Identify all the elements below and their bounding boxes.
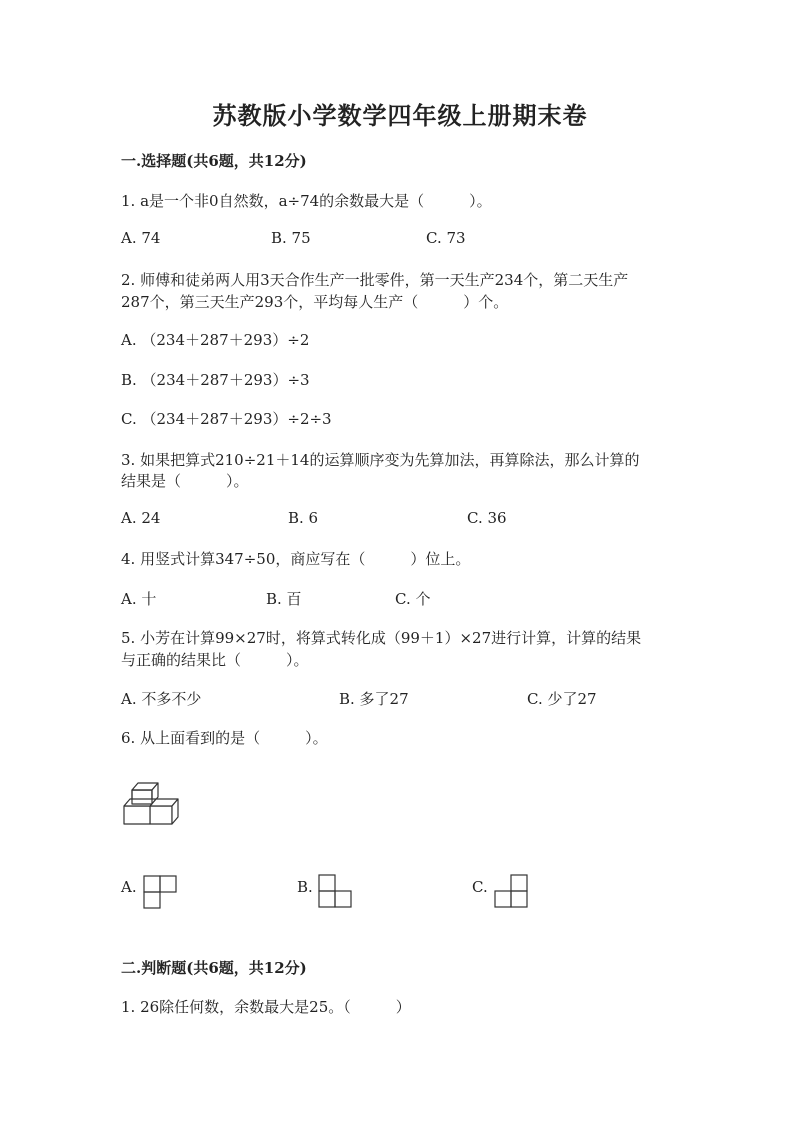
judgement-question-1-text: 1. 26除任何数，余数最大是25。（ ）: [121, 998, 411, 1016]
q5-option-b: B. 多了27: [339, 690, 409, 708]
q6-option-a: A.: [121, 878, 137, 896]
q5-option-c: C. 少了27: [527, 690, 597, 708]
q6-option-b: B.: [297, 878, 313, 896]
section-heading-judgement: 二.判断题(共6题，共12分): [121, 959, 307, 977]
q4-option-b: B. 百: [266, 590, 302, 608]
question-2-line-2: 287个，第三天生产293个，平均每人生产（ ）个。: [121, 293, 509, 311]
option-c-top-view-figure: [494, 874, 530, 908]
question-1-text: 1. a是一个非0自然数，a÷74的余数最大是（ ）。: [121, 192, 492, 210]
question-4-text: 4. 用竖式计算347÷50，商应写在（ ）位上。: [121, 550, 471, 568]
q6-option-c: C.: [472, 878, 488, 896]
option-b-top-view-figure: [318, 874, 354, 908]
question-5-line-2: 与正确的结果比（ ）。: [121, 651, 309, 669]
q2-option-b: B. （234＋287＋293）÷3: [121, 371, 310, 389]
q2-option-c: C. （234＋287＋293）÷2÷3: [121, 410, 332, 428]
section-heading-choice: 一.选择题(共6题，共12分): [121, 152, 307, 170]
q2-option-a: A. （234＋287＋293）÷2: [121, 331, 310, 349]
cube-stack-figure: [118, 778, 184, 828]
option-a-top-view-figure: [143, 875, 179, 909]
question-2-line-1: 2. 师傅和徒弟两人用3天合作生产一批零件，第一天生产234个，第二天生产: [121, 271, 629, 289]
q5-option-a: A. 不多不少: [121, 690, 202, 708]
q3-option-a: A. 24: [121, 509, 161, 527]
question-3-line-1: 3. 如果把算式210÷21＋14的运算顺序变为先算加法，再算除法，那么计算的: [121, 451, 640, 469]
q4-option-c: C. 个: [395, 590, 431, 608]
q3-option-c: C. 36: [467, 509, 507, 527]
q1-option-a: A. 74: [121, 229, 161, 247]
q4-option-a: A. 十: [121, 590, 157, 608]
question-3-line-2: 结果是（ ）。: [121, 472, 249, 490]
question-5-line-1: 5. 小芳在计算99×27时，将算式转化成（99＋1）×27进行计算，计算的结果: [121, 629, 642, 647]
page-title: 苏教版小学数学四年级上册期末卷: [212, 101, 588, 130]
q1-option-b: B. 75: [271, 229, 311, 247]
q3-option-b: B. 6: [288, 509, 319, 527]
q1-option-c: C. 73: [426, 229, 466, 247]
question-6-text: 6. 从上面看到的是（ ）。: [121, 729, 328, 747]
